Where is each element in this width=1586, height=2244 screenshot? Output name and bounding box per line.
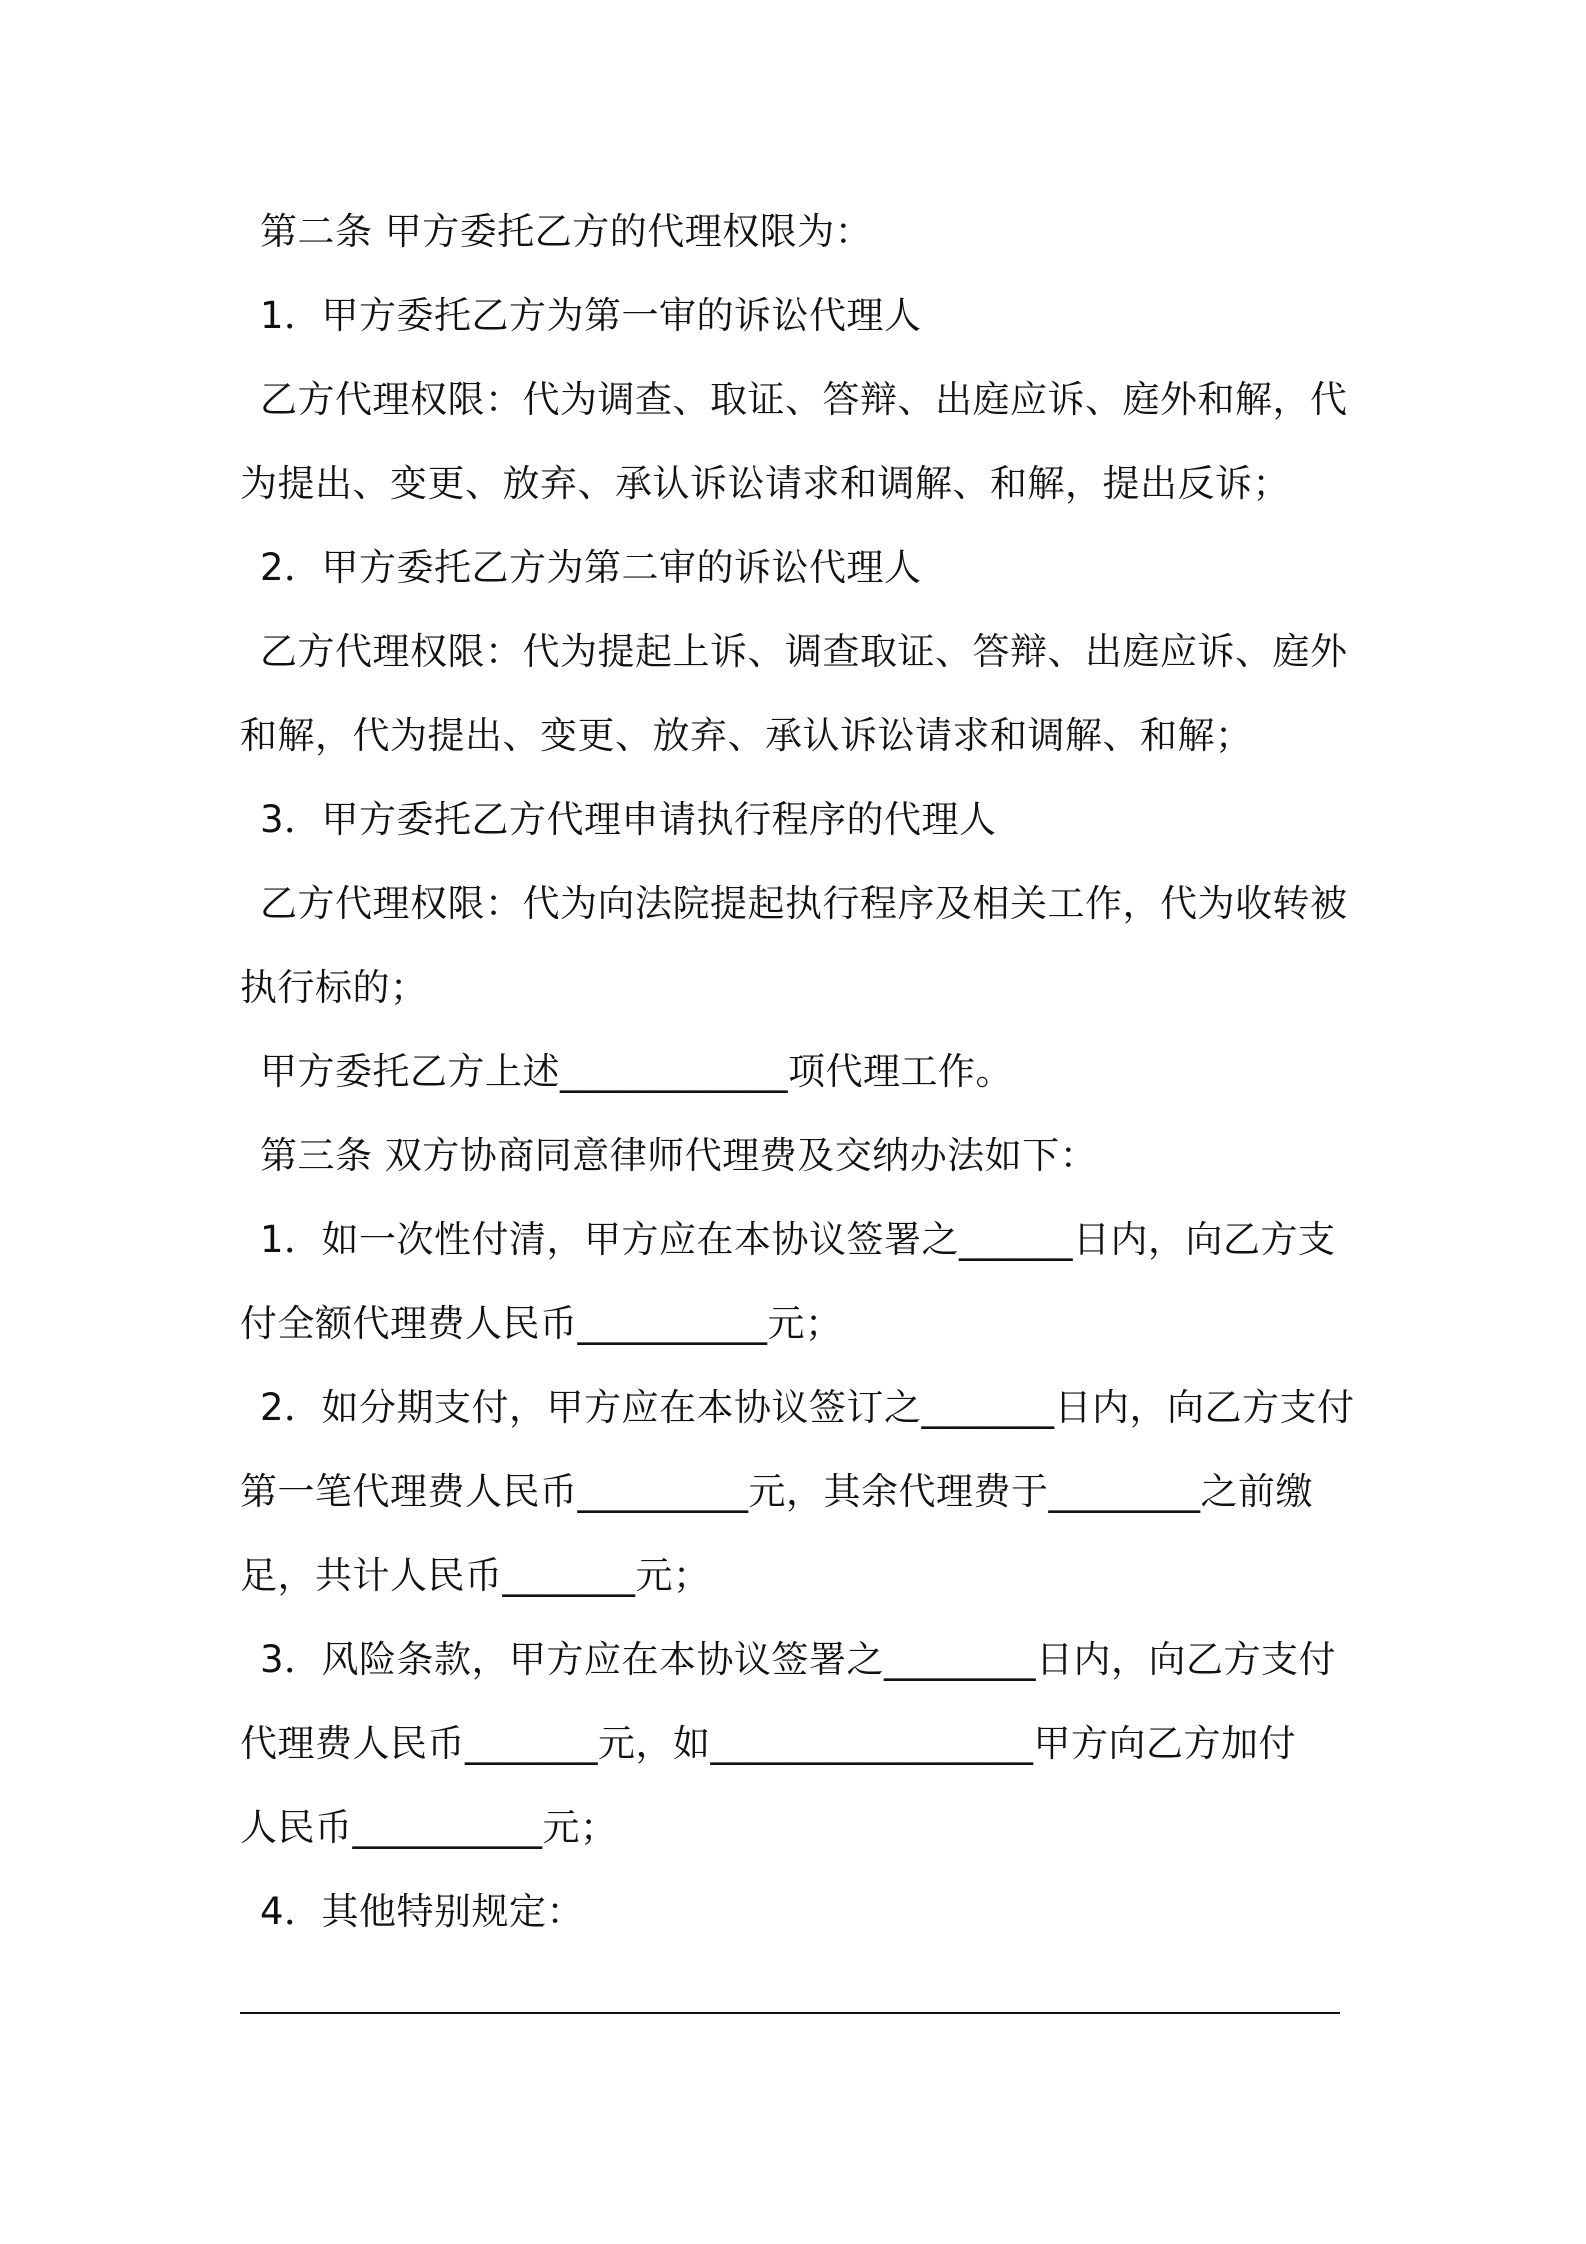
clause-2-2-title: 2．甲方委托乙方为第二审的诉讼代理人 xyxy=(260,546,922,589)
entrusted-items-line: 甲方委托乙方上述____________项代理工作。 xyxy=(260,1050,1013,1093)
fill-in-rule xyxy=(240,2012,1340,2014)
clause-2-3-scope-line-2: 执行标的； xyxy=(240,966,428,1009)
clause-2-1-scope-line-2: 为提出、变更、放弃、承认诉讼请求和调解、和解，提出反诉； xyxy=(240,462,1290,505)
clause-3-1-line-2: 付全额代理费人民币__________元； xyxy=(240,1302,843,1345)
clause-2-3-scope-line-1: 乙方代理权限：代为向法院提起执行程序及相关工作，代为收转被 xyxy=(260,882,1348,925)
clause-3-1-line-1: 1．如一次性付清，甲方应在本协议签署之______日内，向乙方支 xyxy=(260,1218,1336,1261)
special-provisions-fill-line xyxy=(240,1954,1360,2038)
contract-page-body xyxy=(240,190,1360,2038)
clause-3-2-line-1: 2．如分期支付，甲方应在本协议签订之_______日内，向乙方支付 xyxy=(260,1386,1355,1429)
article-2-heading: 第二条 甲方委托乙方的代理权限为： xyxy=(260,210,873,253)
clause-3-4-title: 4．其他特别规定： xyxy=(260,1890,585,1933)
article-3-heading: 第三条 双方协商同意律师代理费及交纳办法如下： xyxy=(260,1134,1098,1177)
clause-3-3-line-2: 代理费人民币_______元，如_________________甲方向乙方加付 xyxy=(240,1722,1296,1765)
clause-2-1-scope-line-1: 乙方代理权限：代为调查、取证、答辩、出庭应诉、庭外和解，代 xyxy=(260,378,1348,421)
clause-3-3-line-1: 3．风险条款，甲方应在本协议签署之________日内，向乙方支付 xyxy=(260,1638,1337,1681)
clause-2-2-scope-line-2: 和解，代为提出、变更、放弃、承认诉讼请求和调解、和解； xyxy=(240,714,1253,757)
clause-2-2-scope-line-1: 乙方代理权限：代为提起上诉、调查取证、答辩、出庭应诉、庭外 xyxy=(260,630,1348,673)
clause-2-3-title: 3．甲方委托乙方代理申请执行程序的代理人 xyxy=(260,798,997,841)
clause-3-2-line-3: 足，共计人民币_______元； xyxy=(240,1554,711,1597)
clause-2-1-title: 1．甲方委托乙方为第一审的诉讼代理人 xyxy=(260,294,922,337)
clause-3-3-line-3: 人民币__________元； xyxy=(240,1806,618,1849)
clause-3-2-line-2: 第一笔代理费人民币_________元，其余代理费于________之前缴 xyxy=(240,1470,1313,1513)
